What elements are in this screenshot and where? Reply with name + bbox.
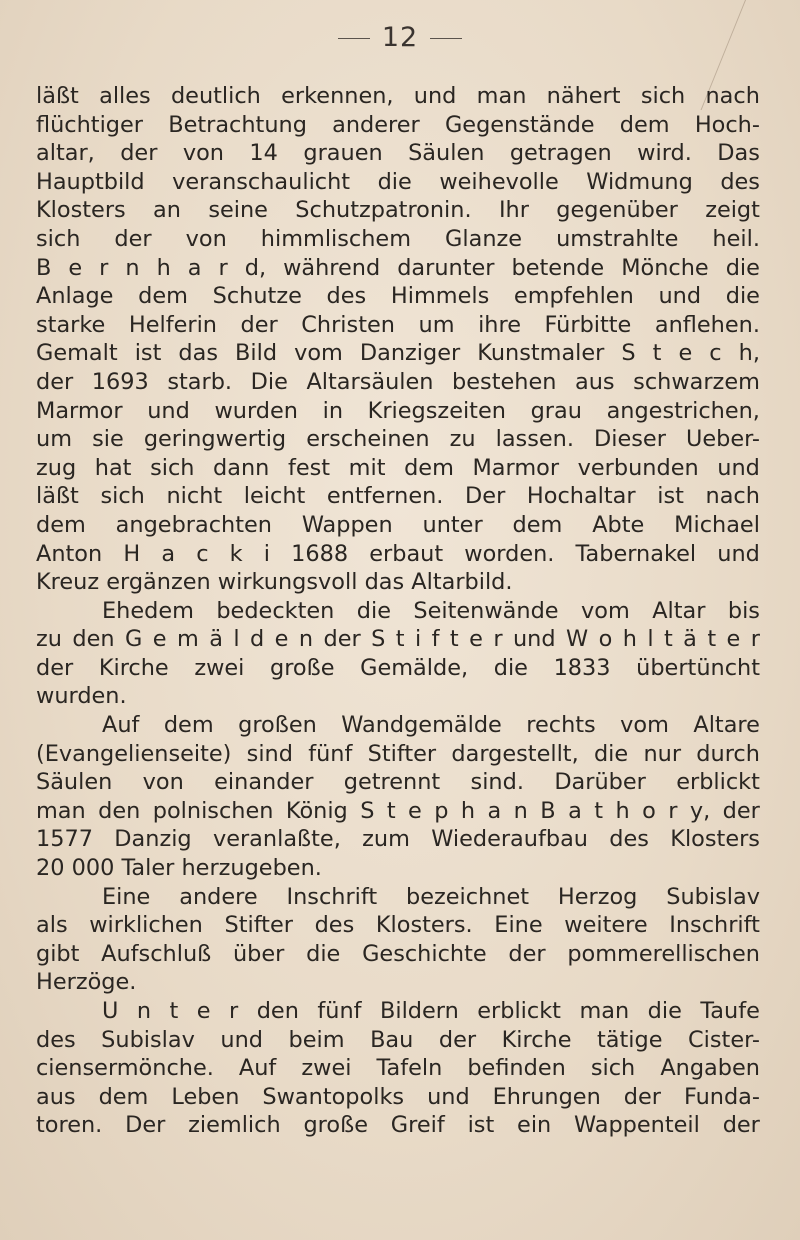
text-line: dem angebrachten Wappen unter dem Abte Michael xyxy=(36,511,760,538)
page-header xyxy=(0,22,800,53)
text-line: gibt Aufschluß über die Geschichte der pommerellischen xyxy=(36,940,760,967)
text-line: Herzöge. xyxy=(36,969,137,996)
text-line: wurden. xyxy=(36,683,127,710)
text-line: man den polnischen König S t e p h a n B a t h o r y, der xyxy=(36,797,760,824)
text-line: (Evangelienseite) sind fünf Stifter dargestellt, die nur durch xyxy=(36,740,760,767)
text-line: Ehedem bedeckten die Seitenwände vom Altar bis xyxy=(102,597,760,624)
text-line: 1577 Danzig veranlaßte, zum Wiederaufbau des Klosters xyxy=(36,826,760,853)
text-line: läßt sich nicht leicht entfernen. Der Hochaltar ist nach xyxy=(36,483,760,510)
text-line: läßt alles deutlich erkennen, und man nähert sich nach xyxy=(36,83,760,109)
header-dash-left xyxy=(338,38,370,39)
text-line: Gemalt ist das Bild vom Danziger Kunstmaler S t e c h, xyxy=(36,340,760,367)
text-line: toren. Der ziemlich große Greif ist ein Wappenteil der xyxy=(36,1112,760,1139)
text-line: altar, der von 14 grauen Säulen getragen wird. Das xyxy=(36,140,760,167)
body-text xyxy=(36,82,760,1140)
text-line: zug hat sich dann fest mit dem Marmor verbunden und xyxy=(36,454,760,481)
text-line: zu den G e m ä l d e n der S t i f t e r und W o h l t ä t e r xyxy=(36,626,760,653)
text-line: Kreuz ergänzen wirkungsvoll das Altarbild. xyxy=(36,569,513,596)
text-line: aus dem Leben Swantopolks und Ehrungen der Funda- xyxy=(36,1083,760,1110)
text-line: Säulen von einander getrennt sind. Darüber erblickt xyxy=(36,769,760,796)
text-line: der Kirche zwei große Gemälde, die 1833 übertüncht xyxy=(36,654,760,681)
text-line: starke Helferin der Christen um ihre Fürbitte anflehen. xyxy=(36,311,760,338)
text-line: ciensermönche. Auf zwei Tafeln befinden sich Angaben xyxy=(36,1055,760,1082)
text-line: Eine andere Inschrift bezeichnet Herzog Subislav xyxy=(102,883,760,910)
text-line: des Subislav und beim Bau der Kirche tätige Cister- xyxy=(36,1026,760,1053)
page-number: 12 xyxy=(381,22,419,53)
text-line: flüchtiger Betrachtung anderer Gegenstände dem Hoch- xyxy=(36,111,760,138)
text-line: um sie geringwertig erscheinen zu lassen. Dieser Ueber- xyxy=(36,426,760,453)
text-line: als wirklichen Stifter des Klosters. Eine weitere Inschrift xyxy=(36,912,760,939)
text-line: Anton H a c k i 1688 erbaut worden. Tabernakel und xyxy=(36,540,760,567)
text-line: sich der von himmlischem Glanze umstrahlte heil. xyxy=(36,225,760,252)
text-line: Klosters an seine Schutzpatronin. Ihr gegenüber zeigt xyxy=(36,197,760,224)
text-line: 20 000 Taler herzugeben. xyxy=(36,855,322,882)
header-dash-right xyxy=(430,38,462,39)
text-line: B e r n h a r d, während darunter betende Mönche die xyxy=(36,254,760,281)
text-line: Auf dem großen Wandgemälde rechts vom Altare xyxy=(102,712,760,739)
text-line: Anlage dem Schutze des Himmels empfehlen und die xyxy=(36,283,760,310)
text-line: Hauptbild veranschaulicht die weihevolle Widmung des xyxy=(36,168,760,195)
text-line: der 1693 starb. Die Altarsäulen bestehen aus schwarzem xyxy=(36,368,760,395)
text-line: Marmor und wurden in Kriegszeiten grau angestrichen, xyxy=(36,397,760,424)
text-line: U n t e r den fünf Bildern erblickt man die Taufe xyxy=(102,998,760,1024)
